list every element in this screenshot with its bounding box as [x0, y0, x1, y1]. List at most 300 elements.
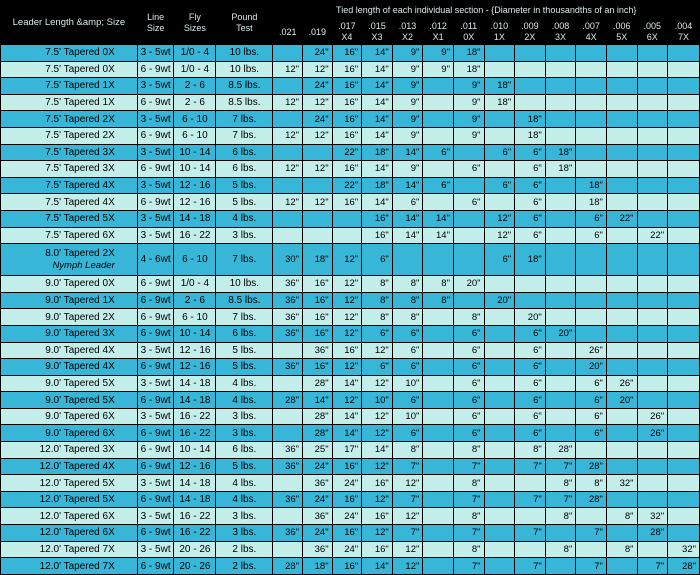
- section-length-cell: 6": [454, 194, 484, 210]
- section-length-cell: 36": [273, 492, 302, 508]
- section-length-cell: [668, 492, 699, 508]
- leader-size-cell: 12.0' Tapered 7X: [1, 542, 137, 558]
- section-length-cell: [668, 276, 699, 292]
- section-length-cell: 14": [362, 161, 392, 177]
- section-length-cell: [273, 45, 302, 61]
- table-row: [1, 228, 699, 244]
- section-length-cell: [485, 194, 515, 210]
- leader-size-cell: 9.0' Tapered 0X: [1, 276, 137, 292]
- section-length-cell: [485, 542, 515, 558]
- fly-size-cell: 14 - 18: [174, 211, 215, 227]
- section-length-cell: [333, 211, 362, 227]
- section-length-cell: [576, 161, 606, 177]
- section-length-cell: [607, 425, 637, 441]
- section-length-cell: 36": [273, 326, 302, 342]
- section-length-cell: 12": [333, 392, 362, 408]
- section-length-cell: 14": [362, 95, 392, 111]
- section-length-cell: 14": [333, 425, 362, 441]
- line-size-cell: 3 - 5wt: [138, 228, 174, 244]
- section-length-cell: 16": [303, 326, 332, 342]
- pound-test-cell: 7 lbs.: [216, 244, 272, 275]
- fly-size-cell: 16 - 22: [174, 425, 215, 441]
- section-length-cell: 20": [576, 359, 606, 375]
- section-length-cell: [423, 244, 453, 275]
- fly-size-cell: 6 - 10: [174, 128, 215, 144]
- section-length-cell: 12": [273, 62, 302, 78]
- section-length-cell: 6": [515, 194, 545, 210]
- header-line-size: Line Size: [138, 1, 174, 44]
- section-length-cell: 6": [515, 409, 545, 425]
- section-length-cell: [485, 508, 515, 524]
- section-length-cell: [546, 392, 576, 408]
- section-length-cell: 18": [454, 45, 484, 61]
- section-length-cell: [454, 228, 484, 244]
- leader-size-cell: 12.0' Tapered 7X: [1, 558, 137, 574]
- section-length-cell: [576, 326, 606, 342]
- line-size-cell: 3 - 5wt: [138, 508, 174, 524]
- section-length-cell: 25": [303, 442, 332, 458]
- section-length-cell: [423, 459, 453, 475]
- pound-test-cell: 2 lbs.: [216, 542, 272, 558]
- section-length-cell: 18": [362, 178, 392, 194]
- section-length-cell: [546, 95, 576, 111]
- section-length-cell: [546, 62, 576, 78]
- section-length-cell: [423, 425, 453, 441]
- section-length-cell: 12": [393, 508, 423, 524]
- section-length-cell: [273, 508, 302, 524]
- section-length-cell: 6": [454, 409, 484, 425]
- section-length-cell: [576, 542, 606, 558]
- section-length-cell: 26": [576, 343, 606, 359]
- line-size-cell: 6 - 9wt: [138, 161, 174, 177]
- section-length-cell: [423, 128, 453, 144]
- fly-size-cell: 1/0 - 4: [174, 45, 215, 61]
- section-length-cell: [576, 78, 606, 94]
- section-length-cell: [576, 276, 606, 292]
- section-length-cell: 12": [485, 228, 515, 244]
- section-length-cell: [607, 228, 637, 244]
- section-length-cell: 28": [303, 425, 332, 441]
- section-length-cell: [607, 62, 637, 78]
- table-row: [1, 62, 699, 78]
- section-length-cell: 6": [485, 178, 515, 194]
- section-length-cell: 8": [576, 475, 606, 491]
- section-length-cell: 9": [423, 45, 453, 61]
- fly-size-cell: 14 - 18: [174, 376, 215, 392]
- section-length-cell: 8": [362, 309, 392, 325]
- section-length-cell: 36": [273, 293, 302, 309]
- section-length-cell: 6": [515, 178, 545, 194]
- section-length-cell: [546, 376, 576, 392]
- section-length-cell: 8": [607, 542, 637, 558]
- section-length-cell: 6": [393, 343, 423, 359]
- section-length-cell: [546, 409, 576, 425]
- table-row: [1, 111, 699, 127]
- leader-size-cell: 7.5' Tapered 1X: [1, 78, 137, 94]
- section-length-cell: 18": [576, 194, 606, 210]
- section-length-cell: [607, 343, 637, 359]
- section-length-cell: 14": [362, 194, 392, 210]
- table-row: [1, 145, 699, 161]
- section-length-cell: 6": [485, 244, 515, 275]
- section-length-cell: 8": [362, 293, 392, 309]
- section-length-cell: 36": [303, 508, 332, 524]
- line-size-cell: 6 - 9wt: [138, 293, 174, 309]
- leader-size-cell: 9.0' Tapered 4X: [1, 343, 137, 359]
- table-row: [1, 508, 699, 524]
- section-length-cell: [638, 78, 668, 94]
- section-length-cell: [423, 558, 453, 574]
- header-diameter: .019: [303, 20, 332, 44]
- header-diameter: .017 X4: [333, 20, 362, 44]
- line-size-cell: 6 - 9wt: [138, 309, 174, 325]
- section-length-cell: [423, 376, 453, 392]
- section-length-cell: [485, 45, 515, 61]
- section-length-cell: [454, 178, 484, 194]
- section-length-cell: [638, 376, 668, 392]
- pound-test-cell: 3 lbs.: [216, 508, 272, 524]
- leader-size-cell: 7.5' Tapered 0X: [1, 62, 137, 78]
- section-length-cell: 17": [333, 442, 362, 458]
- leader-size-cell: 9.0' Tapered 6X: [1, 409, 137, 425]
- section-length-cell: [668, 211, 699, 227]
- section-length-cell: [454, 293, 484, 309]
- line-size-cell: 3 - 5wt: [138, 111, 174, 127]
- leader-size-cell: 12.0' Tapered 4X: [1, 459, 137, 475]
- section-length-cell: [668, 293, 699, 309]
- pound-test-cell: 3 lbs.: [216, 425, 272, 441]
- section-length-cell: [546, 343, 576, 359]
- section-length-cell: [485, 525, 515, 541]
- section-length-cell: [423, 95, 453, 111]
- header-diameter: .011 0X: [454, 20, 484, 44]
- section-length-cell: 7": [454, 525, 484, 541]
- pound-test-cell: 5 lbs.: [216, 343, 272, 359]
- section-length-cell: 14": [393, 211, 423, 227]
- section-length-cell: 6": [423, 145, 453, 161]
- section-length-cell: 12": [303, 62, 332, 78]
- leader-size-cell: 9.0' Tapered 6X: [1, 425, 137, 441]
- pound-test-cell: 5 lbs.: [216, 359, 272, 375]
- section-length-cell: [273, 409, 302, 425]
- pound-test-cell: 10 lbs.: [216, 62, 272, 78]
- section-length-cell: 6": [454, 161, 484, 177]
- section-length-cell: [638, 492, 668, 508]
- section-length-cell: 28": [273, 392, 302, 408]
- section-length-cell: 8": [362, 276, 392, 292]
- section-length-cell: 12": [333, 359, 362, 375]
- leader-size-cell: 7.5' Tapered 2X: [1, 128, 137, 144]
- section-length-cell: 6": [576, 392, 606, 408]
- section-length-cell: [273, 542, 302, 558]
- line-size-cell: 6 - 9wt: [138, 276, 174, 292]
- header-diameter: .005 6X: [638, 20, 668, 44]
- section-length-cell: 22": [638, 228, 668, 244]
- section-length-cell: [638, 326, 668, 342]
- section-length-cell: [607, 145, 637, 161]
- section-length-cell: 26": [607, 376, 637, 392]
- section-length-cell: 16": [362, 475, 392, 491]
- section-length-cell: 12": [333, 276, 362, 292]
- section-length-cell: [485, 475, 515, 491]
- section-length-cell: 7": [515, 492, 545, 508]
- line-size-cell: 6 - 9wt: [138, 95, 174, 111]
- section-length-cell: 12": [362, 343, 392, 359]
- section-length-cell: 18": [515, 128, 545, 144]
- section-length-cell: 10": [393, 409, 423, 425]
- section-length-cell: [546, 178, 576, 194]
- section-length-cell: 28": [273, 558, 302, 574]
- section-length-cell: 6": [515, 211, 545, 227]
- fly-size-cell: 10 - 14: [174, 161, 215, 177]
- section-length-cell: 14": [362, 45, 392, 61]
- section-length-cell: 14": [362, 111, 392, 127]
- section-length-cell: 18": [303, 558, 332, 574]
- section-length-cell: [638, 145, 668, 161]
- section-length-cell: [423, 78, 453, 94]
- section-length-cell: [668, 178, 699, 194]
- leader-size-cell: 9.0' Tapered 5X: [1, 376, 137, 392]
- section-length-cell: [515, 276, 545, 292]
- section-length-cell: 6": [454, 425, 484, 441]
- section-length-cell: [638, 293, 668, 309]
- section-length-cell: [546, 309, 576, 325]
- section-length-cell: [576, 111, 606, 127]
- section-length-cell: 28": [576, 492, 606, 508]
- section-length-cell: [668, 459, 699, 475]
- pound-test-cell: 3 lbs.: [216, 409, 272, 425]
- section-length-cell: [454, 145, 484, 161]
- header-diameter: .013 X2: [393, 20, 423, 44]
- line-size-cell: 6 - 9wt: [138, 359, 174, 375]
- section-length-cell: [423, 326, 453, 342]
- section-length-cell: 20": [485, 293, 515, 309]
- section-length-cell: [607, 194, 637, 210]
- section-length-cell: [423, 475, 453, 491]
- section-length-cell: 9": [393, 78, 423, 94]
- pound-test-cell: 8.5 lbs.: [216, 78, 272, 94]
- line-size-cell: 3 - 5wt: [138, 542, 174, 558]
- line-size-cell: 3 - 5wt: [138, 376, 174, 392]
- table-row: [1, 343, 699, 359]
- line-size-cell: 3 - 5wt: [138, 145, 174, 161]
- line-size-cell: 3 - 5wt: [138, 211, 174, 227]
- pound-test-cell: 4 lbs.: [216, 211, 272, 227]
- pound-test-cell: 5 lbs.: [216, 194, 272, 210]
- section-length-cell: 8": [515, 442, 545, 458]
- line-size-cell: 3 - 5wt: [138, 178, 174, 194]
- section-length-cell: [607, 359, 637, 375]
- section-length-cell: 6": [362, 244, 392, 275]
- section-length-cell: 14": [362, 442, 392, 458]
- section-length-cell: [607, 276, 637, 292]
- section-length-cell: 8": [393, 293, 423, 309]
- section-length-cell: 24": [303, 459, 332, 475]
- section-length-cell: 14": [393, 228, 423, 244]
- section-length-cell: [638, 178, 668, 194]
- section-length-cell: [607, 161, 637, 177]
- section-length-cell: [668, 508, 699, 524]
- section-length-cell: 16": [303, 276, 332, 292]
- fly-size-cell: 12 - 16: [174, 459, 215, 475]
- line-size-cell: 3 - 5wt: [138, 78, 174, 94]
- section-length-cell: 8": [454, 542, 484, 558]
- fly-size-cell: 10 - 14: [174, 442, 215, 458]
- header-leader-size: Leader Length &amp; Size: [1, 1, 137, 44]
- fly-size-cell: 2 - 6: [174, 78, 215, 94]
- section-length-cell: 28": [303, 409, 332, 425]
- section-length-cell: 18": [515, 111, 545, 127]
- header-diameter: .008 3X: [546, 20, 576, 44]
- section-length-cell: 14": [393, 145, 423, 161]
- section-length-cell: [576, 293, 606, 309]
- section-length-cell: [485, 326, 515, 342]
- section-length-cell: [607, 409, 637, 425]
- fly-size-cell: 20 - 26: [174, 542, 215, 558]
- pound-test-cell: 6 lbs.: [216, 326, 272, 342]
- pound-test-cell: 5 lbs.: [216, 459, 272, 475]
- pound-test-cell: 7 lbs.: [216, 309, 272, 325]
- section-length-cell: [423, 442, 453, 458]
- section-length-cell: 7": [546, 459, 576, 475]
- section-length-cell: 6": [393, 194, 423, 210]
- section-length-cell: 18": [362, 145, 392, 161]
- section-length-cell: 20": [546, 326, 576, 342]
- section-length-cell: 7": [454, 558, 484, 574]
- line-size-cell: 6 - 9wt: [138, 425, 174, 441]
- header-diameter: .015 X3: [362, 20, 392, 44]
- table-row: [1, 178, 699, 194]
- section-length-cell: [638, 542, 668, 558]
- section-length-cell: 14": [362, 128, 392, 144]
- section-length-cell: 24": [303, 111, 332, 127]
- section-length-cell: 14": [362, 62, 392, 78]
- leader-size-cell: 12.0' Tapered 5X: [1, 492, 137, 508]
- leader-size-cell: 7.5' Tapered 0X: [1, 45, 137, 61]
- line-size-cell: 6 - 9wt: [138, 62, 174, 78]
- pound-test-cell: 7 lbs.: [216, 128, 272, 144]
- line-size-cell: 3 - 5wt: [138, 343, 174, 359]
- table-row: [1, 194, 699, 210]
- fly-size-cell: 6 - 10: [174, 244, 215, 275]
- section-length-cell: 14": [333, 376, 362, 392]
- table-row: [1, 425, 699, 441]
- section-length-cell: [303, 178, 332, 194]
- section-length-cell: 6": [362, 326, 392, 342]
- line-size-cell: 3 - 5wt: [138, 409, 174, 425]
- section-length-cell: 24": [333, 542, 362, 558]
- section-length-cell: 24": [333, 508, 362, 524]
- section-length-cell: 26": [638, 425, 668, 441]
- section-length-cell: [546, 128, 576, 144]
- leader-size-cell: 9.0' Tapered 1X: [1, 293, 137, 309]
- section-length-cell: [515, 293, 545, 309]
- section-length-cell: 12": [273, 194, 302, 210]
- section-length-cell: [423, 492, 453, 508]
- section-length-cell: [638, 276, 668, 292]
- section-length-cell: [546, 78, 576, 94]
- section-length-cell: [546, 211, 576, 227]
- section-length-cell: [607, 525, 637, 541]
- leader-size-cell: 12.0' Tapered 3X: [1, 442, 137, 458]
- section-length-cell: 6": [454, 392, 484, 408]
- section-length-cell: 10": [362, 392, 392, 408]
- section-length-cell: 24": [303, 525, 332, 541]
- section-length-cell: 28": [546, 442, 576, 458]
- header-section-lengths: Tied length of each individual section - {Diameter in thousandths of an inch}: [273, 1, 699, 19]
- section-length-cell: [638, 343, 668, 359]
- leader-size-cell: 12.0' Tapered 6X: [1, 525, 137, 541]
- section-length-cell: [273, 343, 302, 359]
- fly-size-cell: 12 - 16: [174, 178, 215, 194]
- section-length-cell: 7": [515, 525, 545, 541]
- section-length-cell: 6": [454, 343, 484, 359]
- section-length-cell: [576, 442, 606, 458]
- section-length-cell: [638, 62, 668, 78]
- section-length-cell: [485, 62, 515, 78]
- section-length-cell: 20": [607, 392, 637, 408]
- section-length-cell: [303, 211, 332, 227]
- pound-test-cell: 10 lbs.: [216, 276, 272, 292]
- section-length-cell: [607, 492, 637, 508]
- fly-size-cell: 12 - 16: [174, 359, 215, 375]
- section-length-cell: 12": [393, 542, 423, 558]
- section-length-cell: [515, 78, 545, 94]
- section-length-cell: [303, 145, 332, 161]
- section-length-cell: [638, 244, 668, 275]
- section-length-cell: 12": [273, 128, 302, 144]
- table-row: [1, 161, 699, 177]
- section-length-cell: [423, 392, 453, 408]
- section-length-cell: 36": [303, 343, 332, 359]
- section-length-cell: [273, 376, 302, 392]
- section-length-cell: 16": [333, 194, 362, 210]
- section-length-cell: [668, 95, 699, 111]
- header-diameter: .009 2X: [515, 20, 545, 44]
- table-row: [1, 276, 699, 292]
- section-length-cell: [546, 194, 576, 210]
- section-length-cell: 20": [454, 276, 484, 292]
- section-length-cell: [638, 359, 668, 375]
- section-length-cell: [546, 228, 576, 244]
- section-length-cell: 36": [273, 359, 302, 375]
- section-length-cell: 8": [393, 309, 423, 325]
- section-length-cell: [668, 442, 699, 458]
- section-length-cell: 7": [393, 459, 423, 475]
- section-length-cell: [485, 459, 515, 475]
- section-length-cell: [454, 244, 484, 275]
- section-length-cell: [546, 525, 576, 541]
- section-length-cell: 16": [303, 359, 332, 375]
- section-length-cell: [515, 542, 545, 558]
- section-length-cell: [485, 442, 515, 458]
- section-length-cell: [576, 309, 606, 325]
- section-length-cell: 36": [273, 276, 302, 292]
- section-length-cell: [273, 475, 302, 491]
- section-length-cell: 14": [393, 178, 423, 194]
- section-length-cell: 28": [638, 525, 668, 541]
- section-length-cell: [333, 228, 362, 244]
- section-length-cell: 7": [515, 459, 545, 475]
- fly-size-cell: 6 - 10: [174, 309, 215, 325]
- pound-test-cell: 7 lbs.: [216, 111, 272, 127]
- table-header: [1, 1, 699, 44]
- section-length-cell: [668, 475, 699, 491]
- section-length-cell: [485, 111, 515, 127]
- leader-size-cell: 7.5' Tapered 1X: [1, 95, 137, 111]
- section-length-cell: 9": [393, 95, 423, 111]
- section-length-cell: 9": [423, 62, 453, 78]
